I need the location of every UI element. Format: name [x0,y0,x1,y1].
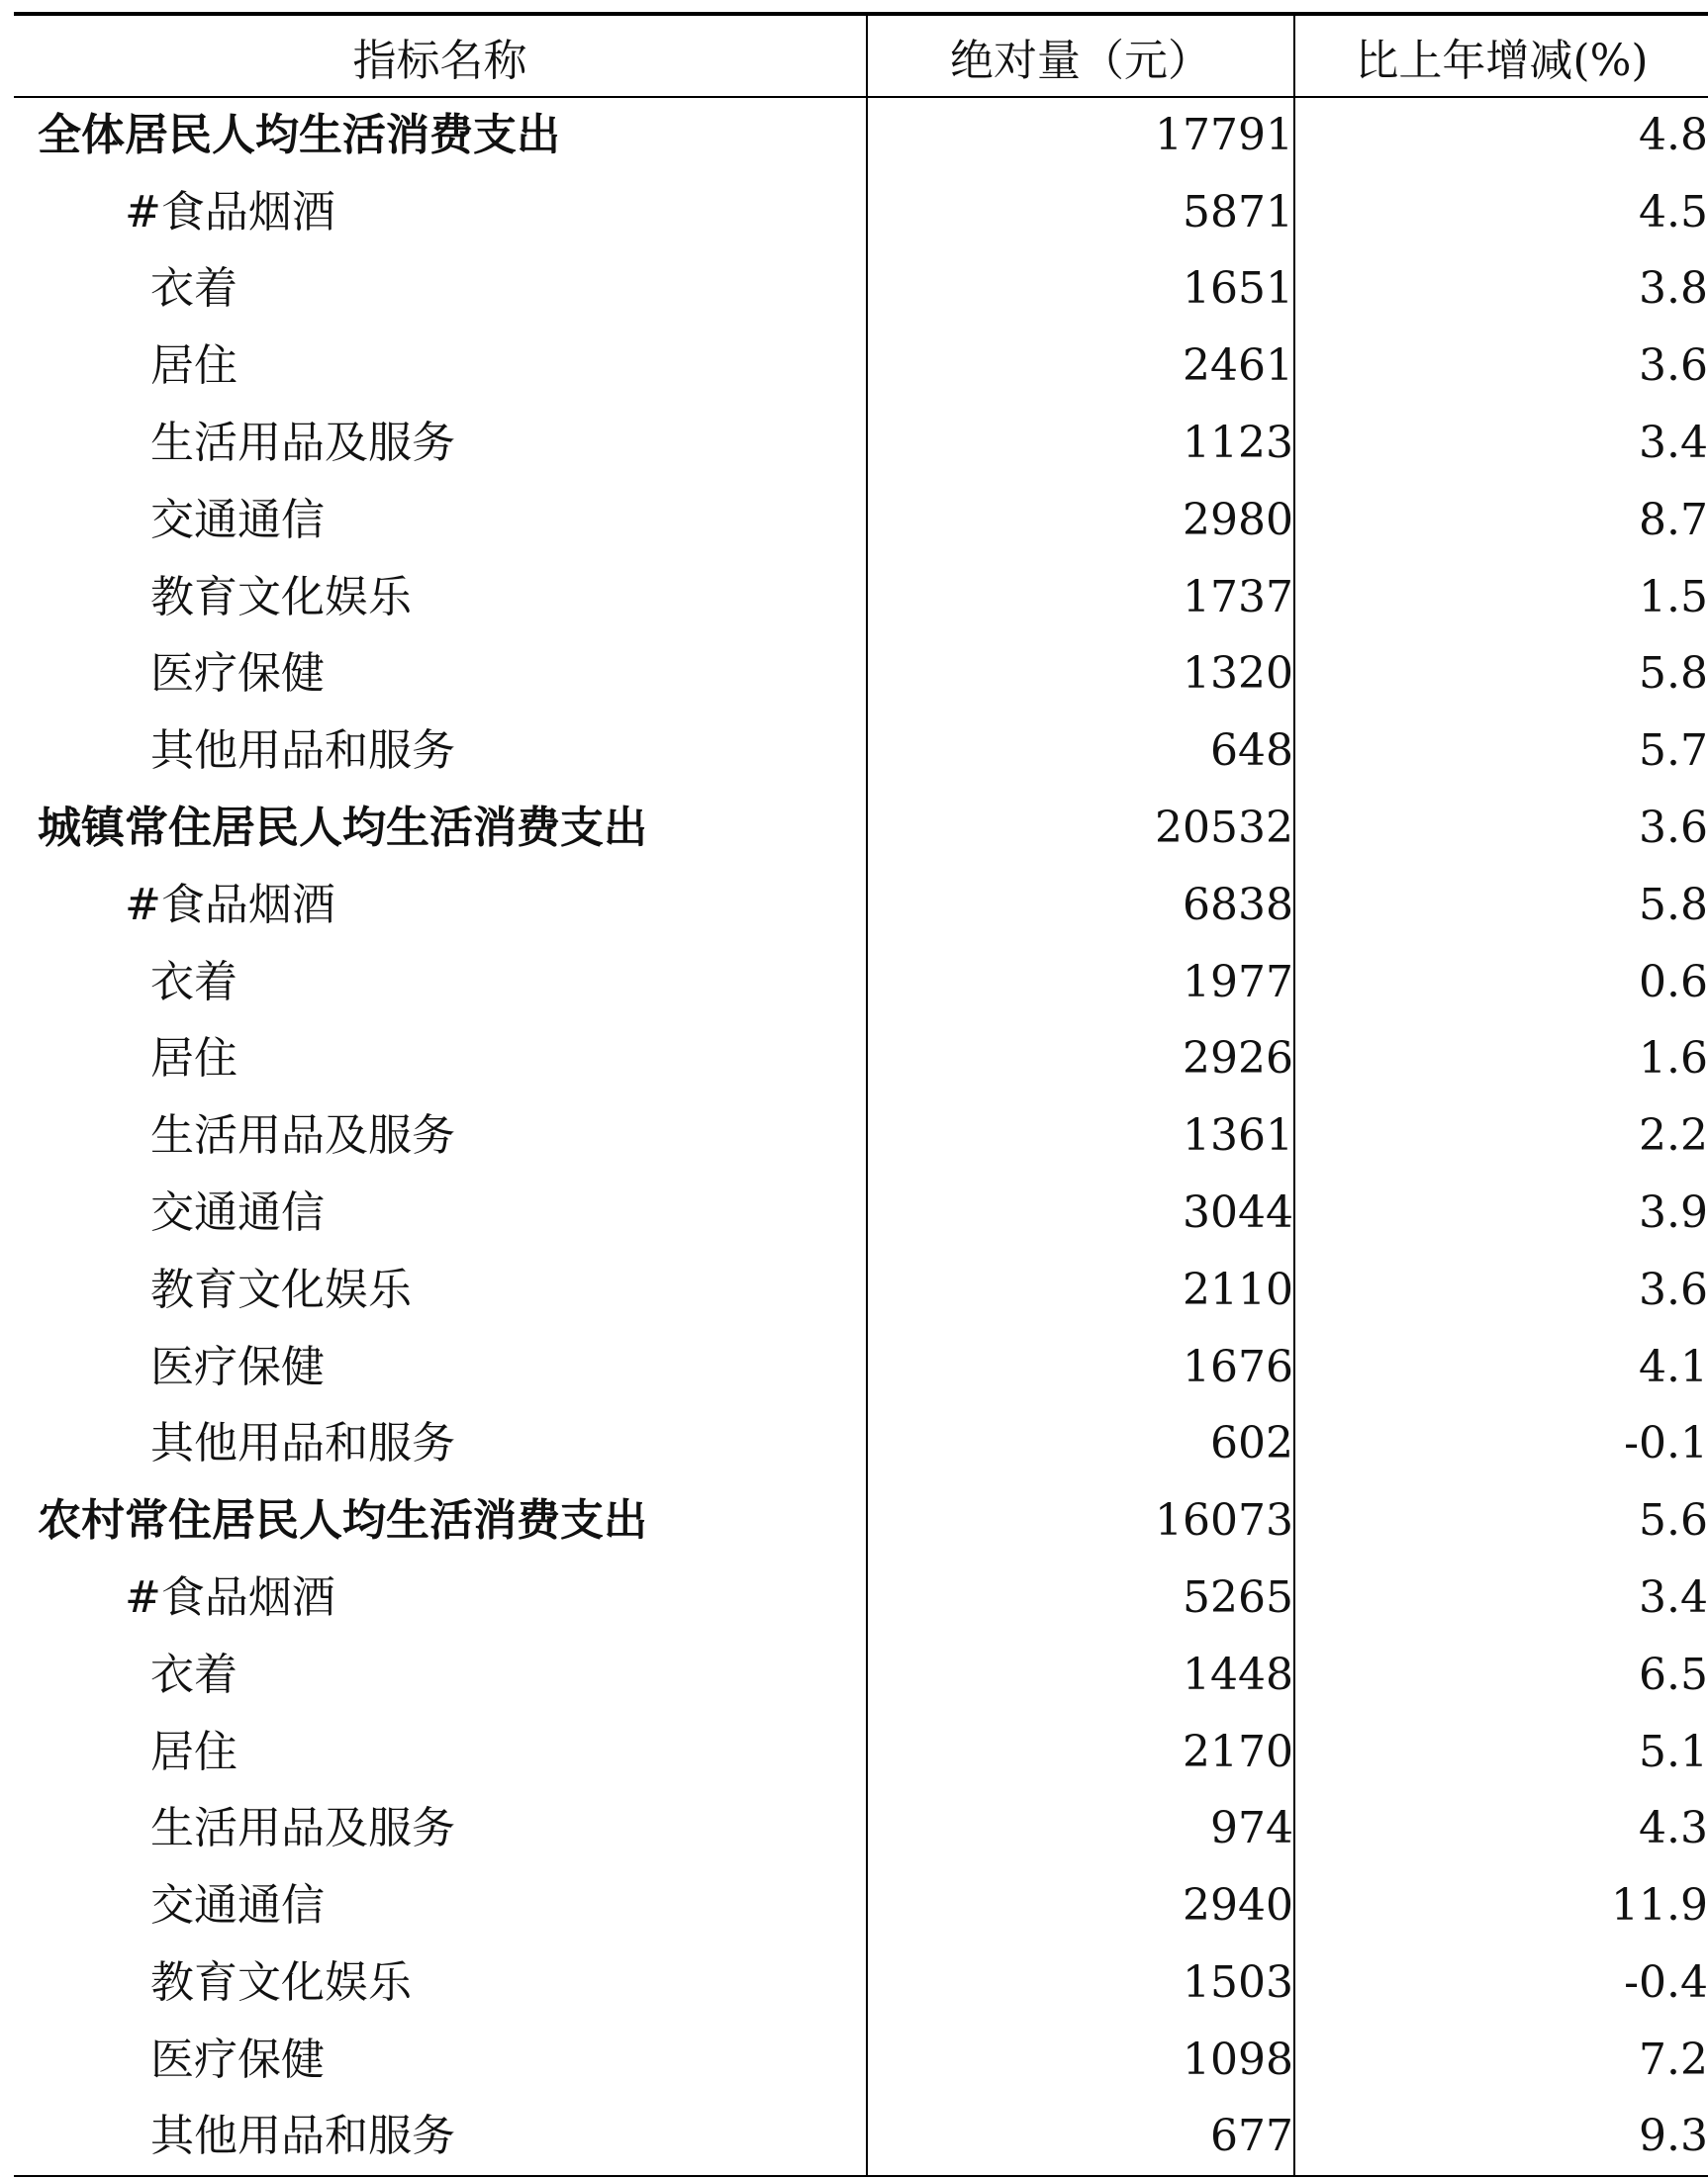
row-amount: 2980 [867,482,1294,559]
row-item-name: 医疗保健 [150,648,325,700]
table-row [14,251,1708,329]
row-amount: 2461 [867,328,1294,405]
table-row [14,636,1708,713]
row-change: 4.3 [1294,1791,1708,1868]
table-row [14,1252,1708,1329]
row-category-name: 农村常住居民人均生活消费支出 [38,1495,647,1547]
row-item-name: 教育文化娱乐 [150,1264,412,1315]
row-item-name: 教育文化娱乐 [150,1957,412,2009]
row-change: 3.4 [1294,405,1708,482]
table-row [14,1175,1708,1252]
row-amount: 5871 [867,174,1294,251]
row-amount: 602 [867,1406,1294,1483]
row-amount: 1320 [867,636,1294,713]
table-row [14,1097,1708,1175]
row-change: 0.6 [1294,944,1708,1021]
table-row [14,790,1708,867]
row-change: 1.5 [1294,559,1708,636]
table-row [14,712,1708,790]
row-change: 9.3 [1294,2099,1708,2176]
table-header [14,14,1708,97]
row-change: 4.1 [1294,1329,1708,1406]
row-change: 3.6 [1294,790,1708,867]
row-item-name: 生活用品及服务 [150,1110,455,1162]
table-row [14,2099,1708,2176]
table-row [14,174,1708,251]
table-row [14,1406,1708,1483]
table-row [14,1329,1708,1406]
row-change: 5.8 [1294,636,1708,713]
table-row [14,944,1708,1021]
row-item-name: 居住 [150,340,237,392]
header-row [14,14,1708,97]
row-amount: 1503 [867,1944,1294,2022]
table-row [14,2022,1708,2099]
row-change: 5.1 [1294,1714,1708,1791]
table-body [14,97,1708,2176]
row-amount: 2940 [867,1867,1294,1944]
row-item-name: 其他用品和服务 [14,2099,867,2176]
row-item-name: 交通通信 [150,1880,325,1932]
row-item-name: #食品烟酒 [125,879,335,930]
row-amount: 5265 [867,1560,1294,1637]
row-item-name: 居住 [150,1033,237,1085]
row-item-name: 教育文化娱乐 [150,571,412,622]
row-change: 8.7 [1294,482,1708,559]
table-row [14,1560,1708,1637]
row-item-name: 生活用品及服务 [150,1803,455,1854]
row-category-name: 城镇常住居民人均生活消费支出 [38,803,647,854]
row-change: 5.8 [1294,867,1708,944]
row-item-name: 衣着 [150,956,237,1007]
row-amount: 2926 [867,1021,1294,1098]
row-change: 6.5 [1294,1637,1708,1714]
row-item-name: 交通通信 [150,494,325,545]
row-item-name: 医疗保健 [150,1341,325,1392]
row-amount: 1676 [867,1329,1294,1406]
table-row [14,559,1708,636]
row-amount: 1448 [867,1637,1294,1714]
row-item-name: 衣着 [150,263,237,315]
row-change: 3.4 [1294,1560,1708,1637]
table-row [14,1944,1708,2022]
table-row [14,1637,1708,1714]
table-row [14,97,1708,174]
row-change: 3.8 [1294,251,1708,329]
table-row [14,328,1708,405]
header-indicator-name: 指标名称 [14,14,867,97]
table-row [14,867,1708,944]
row-amount: 1737 [867,559,1294,636]
row-amount: 1123 [867,405,1294,482]
row-item-name: 交通通信 [150,1187,325,1239]
table-row [14,482,1708,559]
row-amount: 20532 [867,790,1294,867]
table-row [14,1021,1708,1098]
row-item-name: 生活用品及服务 [150,418,455,469]
row-change: 7.2 [1294,2022,1708,2099]
row-change: 5.6 [1294,1482,1708,1560]
row-change: -0.1 [1294,1406,1708,1483]
row-change: 3.6 [1294,1252,1708,1329]
row-amount: 6838 [867,867,1294,944]
row-change: 3.6 [1294,328,1708,405]
row-item-name: 其他用品和服务 [150,725,455,777]
row-amount: 677 [867,2099,1294,2176]
row-amount: 17791 [867,97,1294,174]
row-change: 11.9 [1294,1867,1708,1944]
table-row [14,1791,1708,1868]
row-item-name: 居住 [150,1726,237,1777]
header-absolute-amount: 绝对量（元） [867,14,1294,97]
row-amount: 2110 [867,1252,1294,1329]
row-change: -0.4 [1294,1944,1708,2022]
row-change: 4.8 [1294,97,1708,174]
row-change: 1.6 [1294,1021,1708,1098]
row-category-name: 全体居民人均生活消费支出 [38,110,560,161]
row-amount: 2170 [867,1714,1294,1791]
row-amount: 3044 [867,1175,1294,1252]
row-change: 2.2 [1294,1097,1708,1175]
row-change: 5.7 [1294,712,1708,790]
row-amount: 974 [867,1791,1294,1868]
row-item-name: 其他用品和服务 [150,1418,455,1469]
row-item-name: #食品烟酒 [125,1572,335,1624]
table-row [14,405,1708,482]
row-amount: 1977 [867,944,1294,1021]
row-item-name: 医疗保健 [150,2034,325,2085]
table-row [14,1867,1708,1944]
consumption-expenditure-table [14,12,1708,2177]
row-change: 4.5 [1294,174,1708,251]
row-amount: 1651 [867,251,1294,329]
row-amount: 16073 [867,1482,1294,1560]
row-item-name: #食品烟酒 [125,186,335,237]
header-yoy-change: 比上年增减(%) [1294,14,1708,97]
table-row [14,1714,1708,1791]
row-item-name: 衣着 [150,1649,237,1700]
row-amount: 1361 [867,1097,1294,1175]
table-row [14,1482,1708,1560]
row-amount: 648 [867,712,1294,790]
row-amount: 1098 [867,2022,1294,2099]
row-change: 3.9 [1294,1175,1708,1252]
